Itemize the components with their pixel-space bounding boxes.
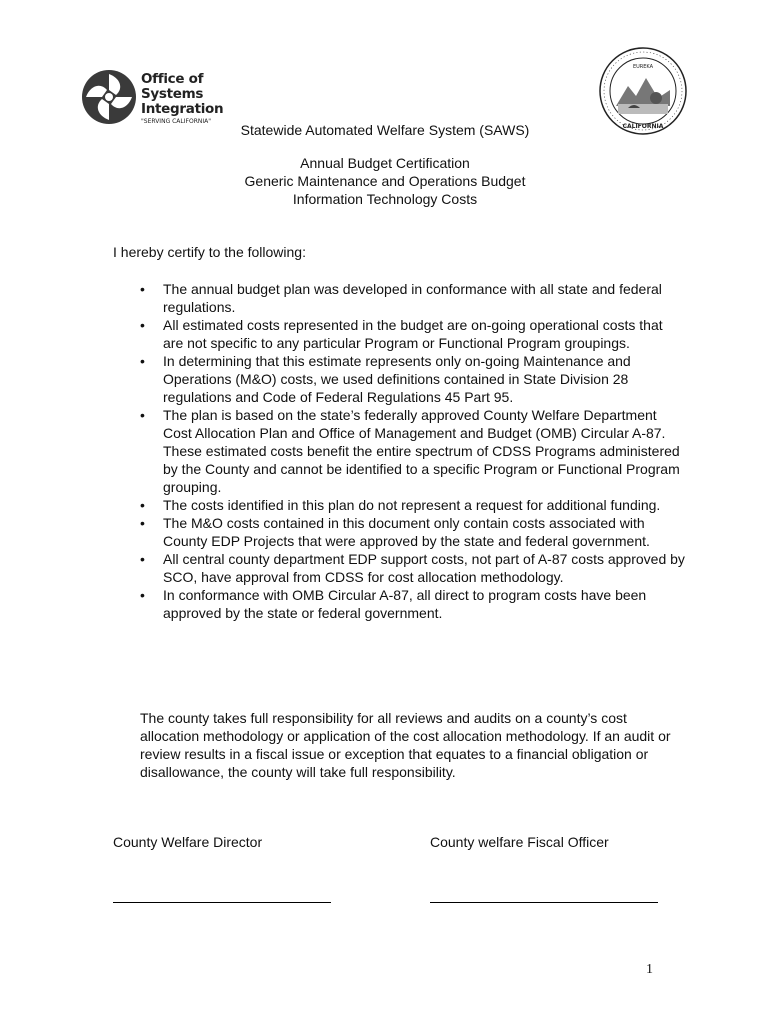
title-line-1: Annual Budget Certification [300,155,470,171]
certification-intro: I hereby certify to the following: [113,244,306,260]
list-item: • All estimated costs represented in the budget are on-going operational costs that are not specific to any particular Program or Functional Program groupings. [140,316,685,352]
list-item: • In conformance with OMB Circular A-87, all direct to program costs have been approved by the state or federal government. [140,586,685,622]
title-line-3: Information Technology Costs [292,191,478,207]
logo-line-2: Systems [141,86,204,102]
logo-text [141,72,223,117]
fiscal-officer-signature-label: County welfare Fiscal Officer [430,834,609,850]
system-title: Statewide Automated Welfare System (SAWS) [240,122,530,138]
logo-line-1: Office of [141,71,204,87]
page-number: 1 [646,962,653,977]
list-item: • All central county department EDP support costs, not part of A-87 costs approved by SCO, have approval from CDSS for cost allocation methodology. [140,550,685,586]
list-item: • The plan is based on the state’s federally approved County Welfare Department Cost Allocation Plan and Office of Management and Budget (OMB) Circular A-87. These estimated costs benefit the entire spectrum of CDSS Programs administered by the County and cannot be identified to a specific Program or Functional Program grouping. [140,406,685,496]
director-signature-line [113,902,331,903]
fiscal-officer-signature-line [430,902,658,903]
list-item: • The annual budget plan was developed in conformance with all state and federal regulations. [140,280,685,316]
osi-logo-mark-icon [80,68,138,126]
seal-motto: EUREKA [632,64,654,70]
list-item: • The costs identified in this plan do not represent a request for additional funding. [140,496,685,514]
logo-tagline: "SERVING CALIFORNIA" [141,118,211,125]
seal-label: CALIFORNIA [622,123,664,130]
document-title [0,154,770,208]
certification-list [140,280,685,622]
title-line-2: Generic Maintenance and Operations Budget [244,173,526,189]
list-item: • In determining that this estimate represents only on-going Maintenance and Operations (M&O) costs, we used definitions contained in State Division 28 regulations and Code of Federal Regulations 45 Part 95. [140,352,685,406]
director-signature-label: County Welfare Director [113,834,263,850]
logo-line-3: Integration [141,101,224,117]
list-item: • The M&O costs contained in this document only contain costs associated with County EDP Projects that were approved by the state and federal government. [140,514,685,550]
responsibility-paragraph: The county takes full responsibility for all reviews and audits on a county’s cost allocation methodology or application of the cost allocation methodology. If an audit or review results in a fiscal issue or exception that equates to a financial obligation or disallowance, the county will take full responsibility. [140,710,671,780]
